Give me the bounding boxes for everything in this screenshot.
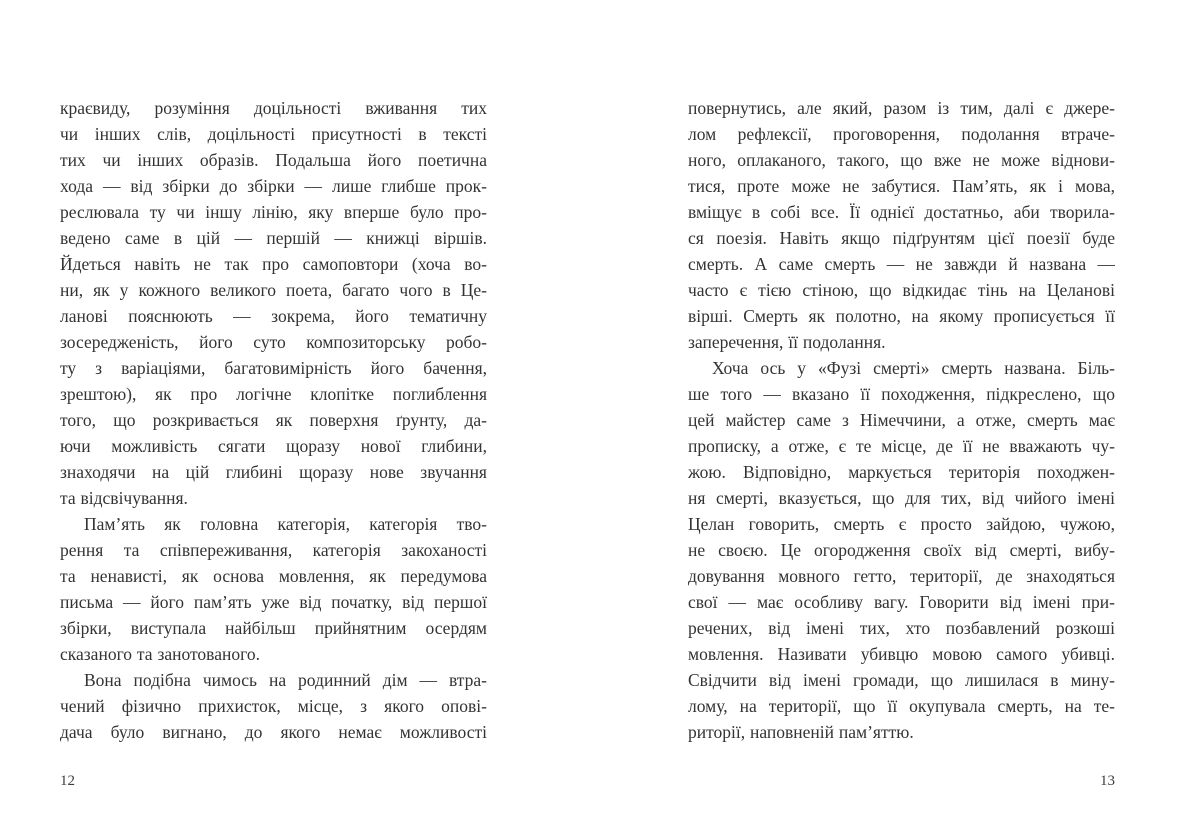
text-line: тих чи інших образів. Подальша його поетична bbox=[60, 150, 487, 170]
text-line: лому, на території, що її окупувала смерть, на те- bbox=[688, 696, 1115, 716]
text-line: повернутись, але який, разом із тим, далі є джере- bbox=[688, 98, 1115, 118]
text-line: прописку, а отже, є те місце, де її не вважають чу- bbox=[688, 436, 1115, 456]
paragraph bbox=[688, 355, 1115, 745]
text-line: знаходячи на цій глибині щоразу нове звучання bbox=[60, 462, 487, 482]
text-line: вірші. Смерть як полотно, на якому прописується її bbox=[688, 306, 1115, 326]
page-number-right: 13 bbox=[1100, 773, 1115, 789]
text-line: Целан говорить, смерть є просто зайдою, чужою, bbox=[688, 514, 1115, 534]
text-line: чений фізично прихисток, місце, з якого опові- bbox=[60, 696, 487, 716]
text-line: збірки, виступала найбільш прийнятним осердям bbox=[60, 618, 487, 638]
text-line: рення та співпереживання, категорія закоханості bbox=[60, 540, 487, 560]
text-line: зосередженість, його суто композиторську робо- bbox=[60, 332, 487, 352]
text-line: речених, від імені тих, хто позбавлений розкоші bbox=[688, 618, 1115, 638]
text-line: хода — від збірки до збірки — лише глибше прок- bbox=[60, 176, 487, 196]
left-page-text bbox=[60, 95, 487, 745]
text-line: Йдеться навіть не так про самоповтори (хоча во- bbox=[60, 254, 487, 274]
page-number-left: 12 bbox=[60, 773, 75, 789]
text-line: ланові пояснюють — зокрема, його тематичну bbox=[60, 306, 487, 326]
text-line: сказаного та занотованого. bbox=[60, 644, 260, 664]
text-line: ни, як у кожного великого поета, багато чого в Це- bbox=[60, 280, 487, 300]
text-line: часто є тією стіною, що відкидає тінь на Целанові bbox=[688, 280, 1115, 300]
text-line: чи інших слів, доцільності присутності в тексті bbox=[60, 124, 487, 144]
text-line: ючи можливість сягати щоразу нової глибини, bbox=[60, 436, 487, 456]
text-line: ного, оплаканого, такого, що вже не може віднови- bbox=[688, 150, 1115, 170]
text-line: заперечення, її подолання. bbox=[688, 332, 886, 352]
text-line: Вона подібна чимось на родинний дім — втра- bbox=[84, 670, 487, 690]
text-line: краєвиду, розуміння доцільності вживання тих bbox=[60, 98, 487, 118]
text-line: дача було вигнано, до якого немає можливості bbox=[60, 722, 487, 742]
text-line: довування мовного гетто, території, де знаходяться bbox=[688, 566, 1115, 586]
paragraph bbox=[60, 511, 487, 667]
text-line: зрештою), як про логічне клопітке поглиблення bbox=[60, 384, 487, 404]
text-line: Пам’ять як головна категорія, категорія тво- bbox=[84, 514, 487, 534]
paragraph bbox=[60, 95, 487, 511]
text-line: вміщує в собі все. Її однієї достатньо, аби творила- bbox=[688, 202, 1115, 222]
text-line: мовлення. Називати убивцю мовою самого убивці. bbox=[688, 644, 1115, 664]
text-line: письма — його пам’ять уже від початку, від першої bbox=[60, 592, 487, 612]
text-line: ведено саме в цій — першій — книжці віршів. bbox=[60, 228, 487, 248]
text-line: не своєю. Це огородження своїх від смерті, вибу- bbox=[688, 540, 1115, 560]
text-line: того, що розкривається як поверхня ґрунту, да- bbox=[60, 410, 487, 430]
text-line: цей майстер саме з Німеччини, а отже, смерть має bbox=[688, 410, 1115, 430]
paragraph bbox=[60, 667, 487, 745]
text-line: ту з варіаціями, багатовимірність його бачення, bbox=[60, 358, 487, 378]
text-line: ся поезія. Навіть якщо підґрунтям цієї поезії буде bbox=[688, 228, 1115, 248]
paragraph bbox=[688, 95, 1115, 355]
text-line: свої — має особливу вагу. Говорити від імені при- bbox=[688, 592, 1115, 612]
text-line: ня смерті, вказується, що для тих, від чийого імені bbox=[688, 488, 1115, 508]
text-line: жою. Відповідно, маркується територія походжен- bbox=[688, 462, 1115, 482]
text-line: та ненависті, як основа мовлення, як передумова bbox=[60, 566, 487, 586]
text-line: та відсвічування. bbox=[60, 488, 188, 508]
text-line: риторії, наповненій пам’яттю. bbox=[688, 722, 914, 742]
text-line: Свідчити від імені громади, що лишилася в мину- bbox=[688, 670, 1115, 690]
text-line: тися, проте може не забутися. Пам’ять, як і мова, bbox=[688, 176, 1115, 196]
text-line: реслювала ту чи іншу лінію, яку вперше було про- bbox=[60, 202, 487, 222]
text-line: ше того — вказано її походження, підкреслено, що bbox=[688, 384, 1115, 404]
text-line: лом рефлексії, проговорення, подолання втраче- bbox=[688, 124, 1115, 144]
right-page-text bbox=[688, 95, 1115, 745]
text-line: Хоча ось у «Фузі смерті» смерть названа. Біль- bbox=[712, 358, 1115, 378]
text-line: смерть. А саме смерть — не завжди й названа — bbox=[688, 254, 1115, 274]
